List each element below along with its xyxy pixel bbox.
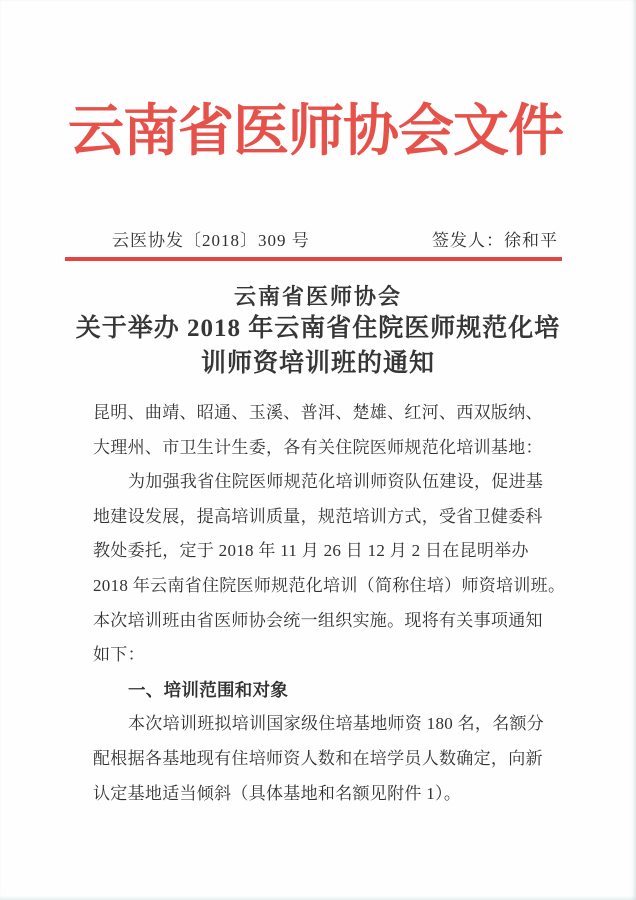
recipients-line: 大理州、市卫生计生委，各有关住院医师规范化培训基地：	[93, 437, 543, 457]
body-line: 地建设发展，提高培训质量，规范培训方式，受省卫健委科	[93, 506, 543, 526]
doc-number: 云医协发〔2018〕309 号	[112, 231, 310, 250]
red-separator-line	[65, 257, 562, 261]
notice-title-block	[46, 282, 590, 381]
recipients-line: 昆明、曲靖、昭通、玉溪、普洱、楚雄、红河、西双版纳、	[93, 403, 543, 422]
body-line: 2018 年云南省住院医师规范化培训（简称住培）师资培训班。	[93, 575, 566, 595]
section-heading: 一、培训范围和对象	[128, 679, 289, 700]
body-line: 本次培训班由省医师协会统一组织实施。现将有关事项通知	[93, 610, 543, 630]
document-body	[93, 396, 566, 811]
issuer-name: 签发人：徐和平	[432, 231, 558, 250]
body-line: 如下：	[93, 645, 145, 665]
masthead-title: 云南省医师协会文件	[68, 101, 562, 163]
notice-title-line: 训师资培训班的通知	[200, 350, 435, 377]
body-line: 认定基地适当倾斜（具体基地和名额见附件 1）。	[93, 783, 462, 803]
body-line: 配根据各基地现有住培师资人数和在培学员人数确定，向新	[93, 748, 543, 768]
body-line: 教处委托，定于 2018 年 11 月 26 日 12 月 2 日在昆明举办	[93, 541, 529, 561]
notice-title-org: 云南省医师协会	[233, 284, 402, 309]
doc-meta-row	[112, 226, 558, 251]
notice-title-line: 关于举办 2018 年云南省住院医师规范化培	[75, 315, 561, 342]
body-line: 为加强我省住院医师规范化培训师资队伍建设，促进基	[128, 472, 544, 492]
body-line: 本次培训班拟培训国家级住培基地师资 180 名，名额分	[128, 714, 545, 734]
